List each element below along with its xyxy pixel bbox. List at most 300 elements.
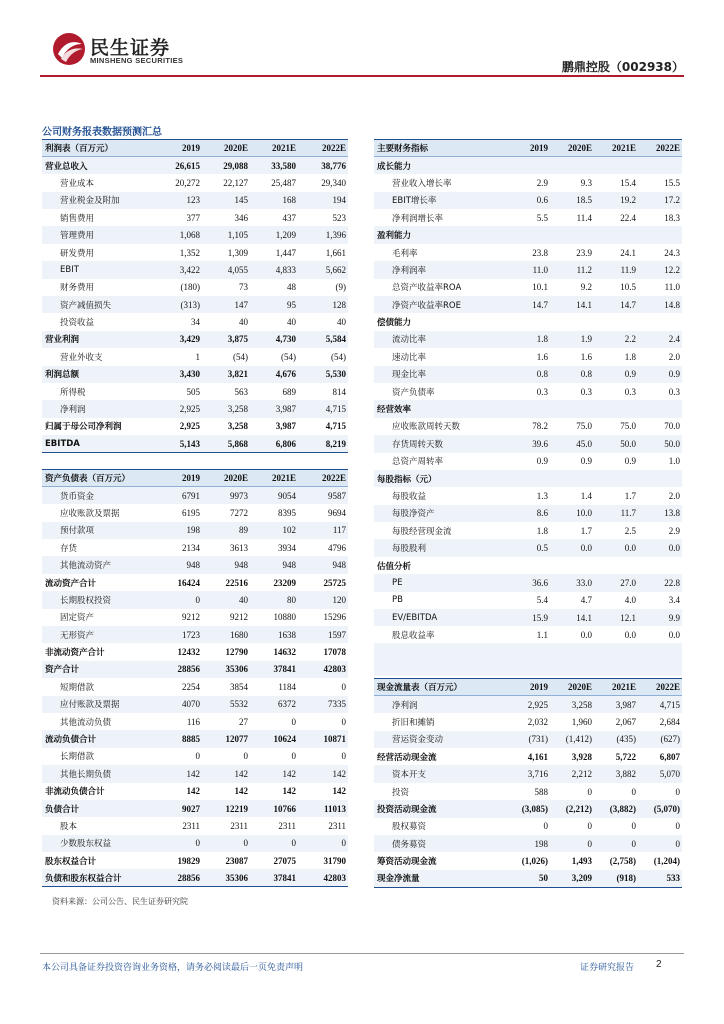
cell-value: 15296 [323,612,346,623]
cell-value: 10871 [298,730,348,747]
cell-value: 0 [250,835,298,852]
cell-value: 5,070 [638,765,682,782]
cell-value: (1,204) [653,856,680,867]
column-header: 2021E [250,140,298,157]
cell-value [500,157,550,174]
cell-value: 42803 [298,869,348,886]
row-label: 成长能力 [374,157,500,174]
row-label: 应收账款周转天数 [392,422,461,433]
cell-value: 3,258 [550,696,594,713]
cell-value [550,400,594,417]
footer-divider [40,953,684,954]
cell-value [550,226,594,243]
row-label: 毛利率 [392,248,418,259]
table-row [374,800,682,817]
cell-value: 34 [191,317,200,328]
cell-value [594,557,638,574]
cell-value: 73 [239,282,248,293]
cell-value: 6195 [182,507,200,518]
footer-disclaimer: 本公司具备证券投资咨询业务资格，请务必阅读最后一页免责声明 [42,963,304,973]
row-label: 每股收益 [392,492,427,502]
cell-value: 9.9 [638,609,682,626]
cell-value: 1,105 [202,226,250,243]
cell-value: 0.0 [594,626,638,643]
cell-value: 22516 [225,577,248,588]
footer-report-type: 证券研究报告 [579,963,634,973]
table-row [42,835,348,852]
table-row [42,817,348,834]
table-spacer [374,643,682,676]
row-label: 折旧和摊销 [392,717,435,728]
cell-value: 0 [291,716,296,727]
cell-value [500,470,550,487]
cell-value: 142 [250,765,298,782]
cell-value: 5,530 [298,366,348,383]
column-header: 2022E [638,679,682,696]
cell-value: 0.3 [536,386,548,397]
cell-value: 948 [202,556,250,573]
row-label: 资本开支 [374,765,500,782]
cell-value: 14632 [273,647,296,658]
cell-value: 6,806 [250,435,298,452]
cell-value: 10.0 [550,505,594,522]
cell-value: 1,352 [179,247,200,258]
cell-value [550,157,594,174]
cell-value: 5,722 [615,751,636,762]
cell-value: 23087 [225,855,248,866]
table-row [42,331,348,348]
row-label: 股本 [60,822,78,832]
cell-value: 2.0 [668,351,680,362]
cell-value: 9054 [250,487,298,504]
cell-value: (54) [233,351,248,362]
cell-value: 11.7 [594,505,638,522]
cell-value: 3613 [230,542,248,553]
table-row [42,765,348,782]
row-label: 每股股利 [374,539,500,556]
table-row [42,296,348,313]
cell-value: 3,422 [150,261,202,278]
row-label: 少数股东权益 [42,835,150,852]
cell-value: 27 [239,716,248,727]
cell-value: 33,580 [250,157,298,174]
cell-value: 1,068 [150,226,202,243]
cell-value: 18.5 [550,192,594,209]
cell-value: 22,127 [223,177,248,188]
cell-value: 15.4 [620,177,636,188]
cell-value: 4,676 [250,366,298,383]
cell-value: 4.7 [580,595,592,606]
table-row [374,226,682,243]
cell-value: 0.0 [638,626,682,643]
table-row [374,835,682,852]
table-row [42,609,348,626]
cell-value: 31790 [323,855,346,866]
cell-value: 6791 [150,487,202,504]
table-row [374,505,682,522]
table-row [374,435,682,452]
row-label: 净资产收益率ROE [374,296,500,313]
cell-value: 5532 [202,696,250,713]
table-row [374,574,682,591]
row-label: 资产负债率 [392,387,435,398]
cell-value [594,313,638,330]
cell-value: 25725 [323,577,346,588]
cell-value: 0 [341,751,346,762]
cell-value: 948 [150,556,202,573]
cell-value: 128 [298,296,348,313]
cell-value: 198 [150,522,202,539]
cell-value: 1,309 [227,247,248,258]
cell-value: 19829 [177,855,200,866]
cell-value: 16424 [177,577,200,588]
column-header: 2019 [500,679,550,696]
cell-value: (313) [150,296,202,313]
cell-value: 14.8 [638,296,682,313]
cell-value: 8885 [150,730,202,747]
cell-value: 3,987 [275,421,296,432]
cell-value: 10766 [250,800,298,817]
cell-value: 0.0 [550,539,594,556]
cell-value: 1.6 [580,351,592,362]
cell-value: 35306 [202,661,250,678]
table-row [42,383,348,400]
cell-value: 377 [186,212,200,223]
cell-value: 45.0 [550,435,594,452]
row-label: 净利润增长率 [392,213,444,224]
cell-value: 78.2 [532,421,548,432]
cell-value: 9973 [202,487,250,504]
cell-value: 116 [186,716,200,727]
cell-value: 0 [550,835,594,852]
cell-value: 29,340 [321,177,346,188]
row-label: 投资活动现金流 [374,800,500,817]
cell-value: 5,584 [298,331,348,348]
cell-value: 40 [287,317,296,328]
cell-value: 50 [500,870,550,887]
cell-value: 1638 [250,626,298,643]
row-label: 总资产周转率 [392,457,444,468]
cell-value: 0.3 [580,386,592,397]
row-label: 预付款项 [42,522,150,539]
cell-value: 8,219 [298,435,348,452]
cell-value: 36.6 [500,574,550,591]
table-row [42,244,348,261]
cell-value: 9587 [298,487,348,504]
row-label: 销售费用 [60,213,95,224]
row-label: 货币资金 [42,487,150,504]
cell-value: 95 [250,296,298,313]
cell-value: 2.4 [638,331,682,348]
table-title: 现金流量表（百万元） [374,679,500,696]
cell-value: (1,026) [521,856,548,867]
cell-value: 10.5 [620,282,636,293]
cell-value: 40 [337,317,346,328]
cell-value: 5.5 [536,212,548,223]
table-row [374,626,682,643]
table-row [374,783,682,800]
table-header-row [374,679,682,696]
cell-value: 23209 [273,577,296,588]
cell-value: 20,272 [175,177,200,188]
header-divider [40,75,684,77]
table-row [374,209,682,226]
cell-value: 11.4 [576,212,592,223]
row-label: 净利润 [374,696,500,713]
cell-value: 3,987 [594,696,638,713]
cell-value: (731) [500,731,550,748]
cell-value: 1.0 [668,456,680,467]
cell-value: 2,925 [150,400,202,417]
cell-value: 1,447 [275,247,296,258]
cell-value: 3,209 [550,870,594,887]
cell-value: 3,882 [594,765,638,782]
cell-value: 0 [150,591,202,608]
cell-value: 6372 [250,696,298,713]
row-label: 现金比率 [374,366,500,383]
table-row [374,400,682,417]
table-row [42,591,348,608]
table-row [42,192,348,209]
cell-value: 2,032 [527,716,548,727]
table-row [42,643,348,660]
cell-value: 42803 [298,661,348,678]
cell-value: 3,875 [202,331,250,348]
table-row [374,765,682,782]
cell-value [638,470,682,487]
row-label: 长期借款 [60,752,95,763]
row-label: EBIT增长率 [374,192,500,209]
table-row [374,313,682,330]
cell-value: 10624 [250,730,298,747]
cell-value: 4,161 [527,751,548,762]
row-label: 短期借款 [60,682,95,693]
cell-value: 0 [341,681,346,692]
cell-value: 0.9 [594,366,638,383]
row-label: 营业收入增长率 [392,178,452,189]
cell-value: 3,258 [227,421,248,432]
cell-value: (627) [638,731,682,748]
cell-value: 2.9 [668,525,680,536]
row-label: 营业外收支 [60,352,103,363]
column-header: 2022E [298,140,348,157]
row-label: EBIT [42,261,150,278]
cell-value: 117 [298,522,348,539]
cell-value [638,157,682,174]
cell-value: 0.0 [638,539,682,556]
cell-value [550,313,594,330]
table-row [42,852,348,869]
cell-value: 4,055 [202,261,250,278]
column-header: 2019 [500,140,550,157]
cell-value: (1,412) [550,731,594,748]
cell-value: 4,715 [298,400,348,417]
table-row [42,279,348,296]
cell-value: 0.3 [624,386,636,397]
cell-value: 2,212 [550,765,594,782]
row-label: 所得税 [60,387,86,398]
cell-value: 12077 [202,730,250,747]
cell-value: 194 [298,192,348,209]
row-label: 营运资金变动 [374,731,500,748]
cell-value: 5.4 [536,595,548,606]
row-label: 研发费用 [60,248,95,259]
cash-flow-table [374,678,682,888]
table-row [374,192,682,209]
cell-value: 3.4 [668,595,680,606]
row-label: 其他流动负债 [60,717,112,728]
cell-value: 1,960 [571,716,592,727]
row-label: 流动比率 [374,331,500,348]
cell-value: 0.0 [550,626,594,643]
cell-value: 0.3 [668,386,680,397]
cell-value: 19.2 [594,192,638,209]
cell-value [594,470,638,487]
cell-value: 39.6 [500,435,550,452]
table-row [374,731,682,748]
row-label: 归属于母公司净利润 [45,422,122,433]
row-label: 应收账款及票据 [60,508,120,519]
table-row [42,261,348,278]
row-label: 负债合计 [42,800,150,817]
cell-value: 948 [250,556,298,573]
column-header: 2020E [202,470,250,487]
cell-value: 33.0 [550,574,594,591]
cell-value: (3,882) [594,800,638,817]
cell-value: 11.2 [550,261,594,278]
row-label: 营业税金及附加 [42,192,150,209]
table-row [374,487,682,504]
cell-value: 24.1 [620,247,636,258]
cell-value: 2311 [278,821,296,831]
table-row [374,713,682,730]
cell-value: 4.0 [624,595,636,606]
cell-value: 11.0 [500,261,550,278]
cell-value: 2.9 [536,177,548,188]
cell-value: 145 [202,192,250,209]
cell-value: 40 [202,591,250,608]
cell-value: 7335 [298,696,348,713]
cell-value: 22.4 [620,212,636,223]
table-row [374,557,682,574]
cell-value: 142 [202,765,250,782]
cell-value: 2.0 [668,491,680,501]
section-title: 公司财务报表数据预测汇总 [42,127,162,138]
cell-value: 3,716 [500,765,550,782]
cell-value: 3,987 [250,400,298,417]
cell-value: 9027 [150,800,202,817]
row-label: 非流动负债合计 [45,787,105,798]
cell-value: 168 [250,192,298,209]
cell-value: 3,258 [202,400,250,417]
cell-value: 2,925 [500,696,550,713]
column-header: 2021E [250,470,298,487]
cell-value [594,157,638,174]
cell-value: 147 [202,296,250,313]
cell-value: 0 [202,835,250,852]
company-logo [52,32,192,68]
cell-value: 37841 [250,661,298,678]
cell-value: 3,429 [150,331,202,348]
cell-value: 142 [282,786,296,797]
row-label: 营业利润 [42,331,150,348]
table-header-row [374,140,682,157]
cell-value: 142 [332,786,346,797]
cell-value: 14.1 [550,609,594,626]
cell-value: 1.8 [500,331,550,348]
cell-value [594,226,638,243]
cell-value: 35306 [202,869,250,886]
column-header: 2020E [550,140,594,157]
cell-value: 12.2 [638,261,682,278]
table-row [42,504,348,521]
table-row [374,453,682,470]
table-row [42,418,348,435]
row-label: 筹资活动现金流 [377,857,437,868]
cell-value: 12.1 [594,609,638,626]
cell-value: 102 [250,522,298,539]
cell-value: (2,758) [609,856,636,867]
cell-value: 2.5 [624,525,636,536]
cell-value: 3854 [230,681,248,692]
cell-value [500,226,550,243]
table-row [42,783,348,800]
row-label: 财务费用 [60,283,95,294]
table-row [42,556,348,573]
row-label: 存货 [60,543,78,554]
cell-value: 4,715 [325,421,346,432]
cell-value: 23.8 [532,247,548,258]
cell-value: 5,143 [150,435,202,452]
column-header: 2019 [150,140,202,157]
row-label: 股东权益合计 [45,856,97,867]
cell-value: 123 [150,192,202,209]
cell-value: 0 [587,786,592,797]
table-row [42,539,348,556]
cell-value: 2.2 [594,331,638,348]
column-header: 2021E [594,679,638,696]
table-row [374,296,682,313]
table-row [374,348,682,365]
cell-value: 17078 [323,647,346,658]
table-row [374,331,682,348]
cell-value: 12790 [225,647,248,658]
table-row [374,592,682,609]
cell-value: 2311 [182,821,200,831]
row-label: 长期股权投资 [42,591,150,608]
cell-value: 12432 [177,647,200,658]
row-label: 固定资产 [60,613,95,624]
source-note: 资料来源：公司公告、民生证券研究院 [52,897,188,906]
table-row [42,209,348,226]
table-row [374,470,682,487]
table-row [42,435,348,452]
cell-value: 9.2 [580,282,592,293]
logo-chinese-name: 民生证券 [90,37,171,59]
cell-value: 2254 [182,681,200,692]
cell-value: 0 [150,835,202,852]
cell-value: 3,430 [150,366,202,383]
cell-value: 13.8 [638,505,682,522]
table-row [42,522,348,539]
logo-english-name: MINSHENG SECURITIES [90,56,184,65]
cell-value: 1.4 [580,491,592,501]
cell-value: 2,925 [179,421,200,432]
cell-value: 14.1 [550,296,594,313]
table-row [374,261,682,278]
table-row [374,522,682,539]
key-indicators-table [374,139,682,644]
